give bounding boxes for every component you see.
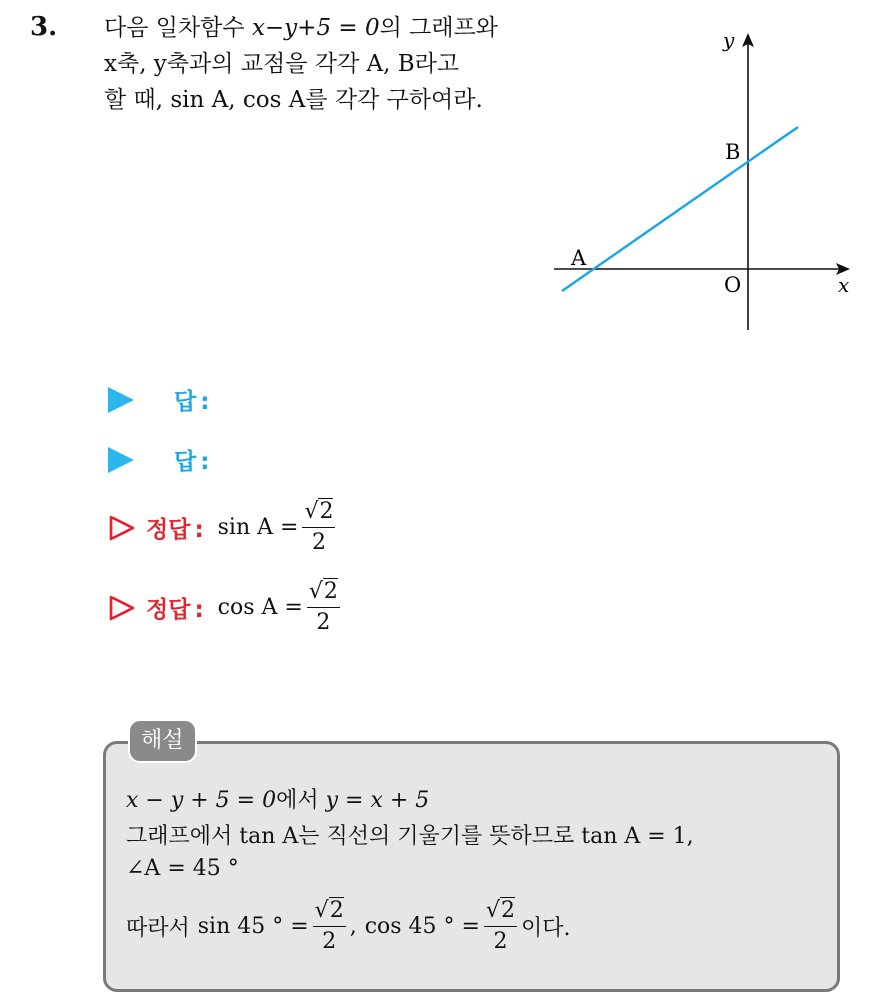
outline-triangle-icon [108, 514, 136, 542]
answer-label: 답 : [174, 449, 210, 475]
correct-answer-expression [218, 497, 340, 558]
point-a-label: A [571, 246, 587, 270]
answer-blank-2 [108, 443, 209, 476]
fraction: $\frac{√2}{2}$ [304, 499, 334, 555]
answer-lhs: cos A = [217, 595, 303, 620]
fraction: $\frac{√2}{2}$ [314, 898, 344, 954]
question-number: 3. [30, 12, 58, 42]
correct-answer-2 [108, 577, 344, 638]
solution-line-1 [126, 783, 429, 814]
solution-ending: 이다. [521, 916, 571, 941]
outline-triangle-icon [108, 594, 136, 622]
function-line [562, 127, 798, 291]
question-line-1-pre: 다음 일차함수 [104, 15, 245, 41]
solution-equation-2: y = x + 5 [325, 788, 430, 813]
solution-line-4 [126, 896, 571, 957]
x-axis-label: x [838, 273, 850, 297]
question-text [104, 10, 534, 118]
correct-answer-expression [218, 577, 344, 638]
answer-blank-1 [108, 383, 209, 416]
answer-label: 답 : [174, 389, 210, 415]
question-line-2: x축, y축과의 교점을 각각 A, B라고 [104, 51, 460, 77]
correct-answer-label: 정답 : [146, 517, 204, 543]
solution-therefore: 따라서 [126, 916, 190, 941]
correct-answer-label: 정답 : [146, 597, 204, 623]
coordinate-graph [548, 20, 858, 340]
question-line-3: 할 때, sin A, cos A를 각각 구하여라. [104, 87, 483, 113]
solution-equation-1: x − y + 5 = 0 [126, 788, 277, 813]
correct-answer-1 [108, 497, 339, 558]
solution-sin-expr: sin 45 ° = [197, 914, 309, 939]
point-b-label: B [725, 140, 741, 164]
fraction: $\frac{√2}{2}$ [485, 898, 515, 954]
solution-separator: , [349, 914, 357, 939]
solution-line-2: 그래프에서 tan A는 직선의 기울기를 뜻하므로 tan A = 1, [126, 824, 694, 849]
solution-tag: 해설 [128, 719, 197, 763]
fraction: $\frac{√2}{2}$ [308, 579, 338, 635]
solution-line-3: ∠A = 45 ° [126, 856, 239, 881]
origin-label: O [724, 273, 742, 297]
question-line-1-post: 의 그래프와 [379, 15, 499, 41]
solution-cos-expr: cos 45 ° = [364, 914, 480, 939]
play-triangle-icon [108, 447, 134, 473]
solution-connector: 에서 [276, 788, 319, 813]
play-triangle-icon [108, 387, 134, 413]
question-equation: x−y+5 = 0 [251, 15, 380, 41]
question-line-1 [104, 10, 534, 46]
y-axis-label: y [723, 28, 735, 52]
answer-lhs: sin A = [217, 515, 299, 540]
